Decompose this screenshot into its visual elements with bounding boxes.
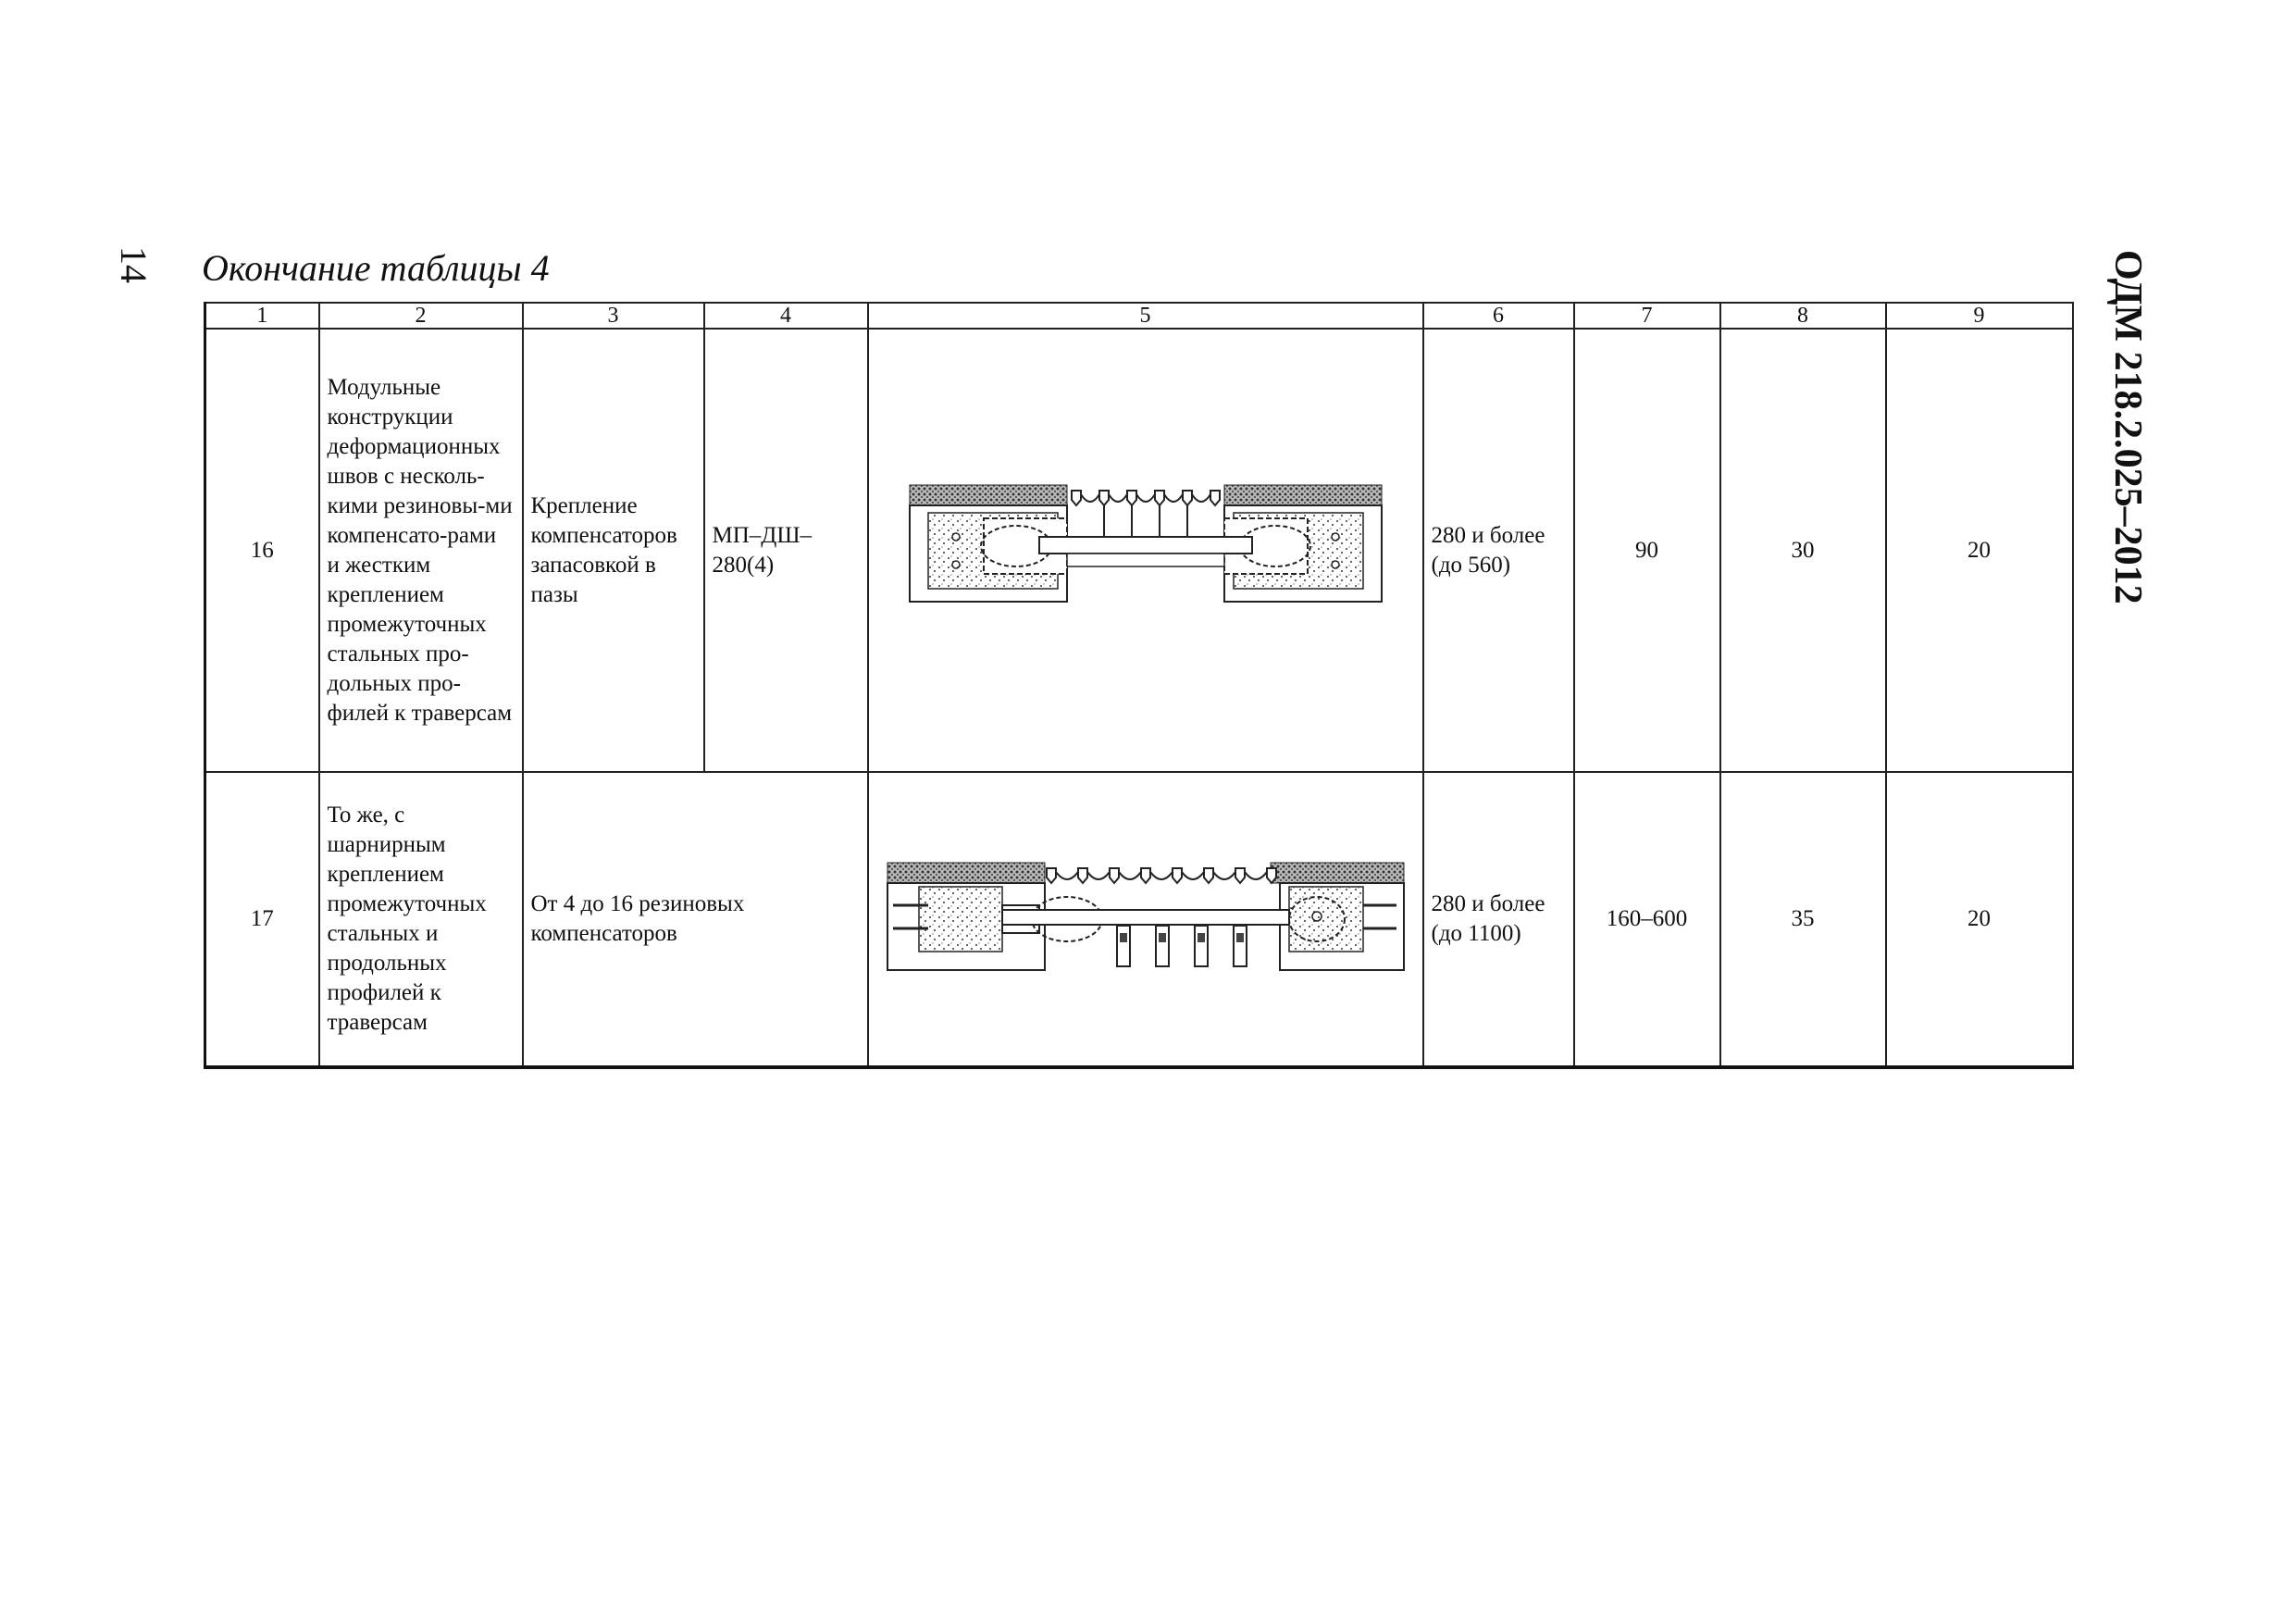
modular-joint-section-drawing-icon xyxy=(900,481,1391,620)
column-number: 2 xyxy=(319,303,523,329)
column-7-value: 90 xyxy=(1574,329,1720,772)
movement-range: 280 и более (до 1100) xyxy=(1423,772,1574,1067)
column-8-value: 30 xyxy=(1720,329,1886,772)
spec-table xyxy=(204,302,2074,1069)
joint-description: Модульные конструкции деформационных швов с несколь-кими резиновы-ми компенсато-рами и жестким креплением промежуточных стальных про-дольных про-филей к траверсам xyxy=(319,329,523,772)
joint-figure-cell xyxy=(868,772,1423,1067)
column-number: 8 xyxy=(1720,303,1886,329)
column-8-value: 35 xyxy=(1720,772,1886,1067)
column-number: 5 xyxy=(868,303,1423,329)
fastening-method: От 4 до 16 резиновых компенсаторов xyxy=(523,772,868,1067)
joint-description: То же, с шарнирным креплением промежуточных стальных и продольных профилей к траверсам xyxy=(319,772,523,1067)
model-code: МП–ДШ–280(4) xyxy=(704,329,868,772)
column-number: 3 xyxy=(523,303,704,329)
movement-range: 280 и более (до 560) xyxy=(1423,329,1574,772)
joint-figure-cell xyxy=(868,329,1423,772)
column-number: 6 xyxy=(1423,303,1574,329)
page-number: 14 xyxy=(113,246,155,283)
table-row xyxy=(205,772,2073,1067)
column-9-value: 20 xyxy=(1886,772,2073,1067)
row-number: 17 xyxy=(205,772,319,1067)
column-number: 1 xyxy=(205,303,319,329)
fastening-method: Крепление компенсаторов запасовкой в пазы xyxy=(523,329,704,772)
column-number: 4 xyxy=(704,303,868,329)
column-number: 9 xyxy=(1886,303,2073,329)
row-number: 16 xyxy=(205,329,319,772)
column-number-row xyxy=(205,303,2073,329)
document-code: ОДМ 218.2.025–2012 xyxy=(2106,250,2149,604)
hinged-modular-joint-section-drawing-icon xyxy=(882,859,1409,979)
table-row xyxy=(205,329,2073,772)
column-number: 7 xyxy=(1574,303,1720,329)
column-9-value: 20 xyxy=(1886,329,2073,772)
column-7-value: 160–600 xyxy=(1574,772,1720,1067)
table-caption: Окончание таблицы 4 xyxy=(202,247,550,289)
